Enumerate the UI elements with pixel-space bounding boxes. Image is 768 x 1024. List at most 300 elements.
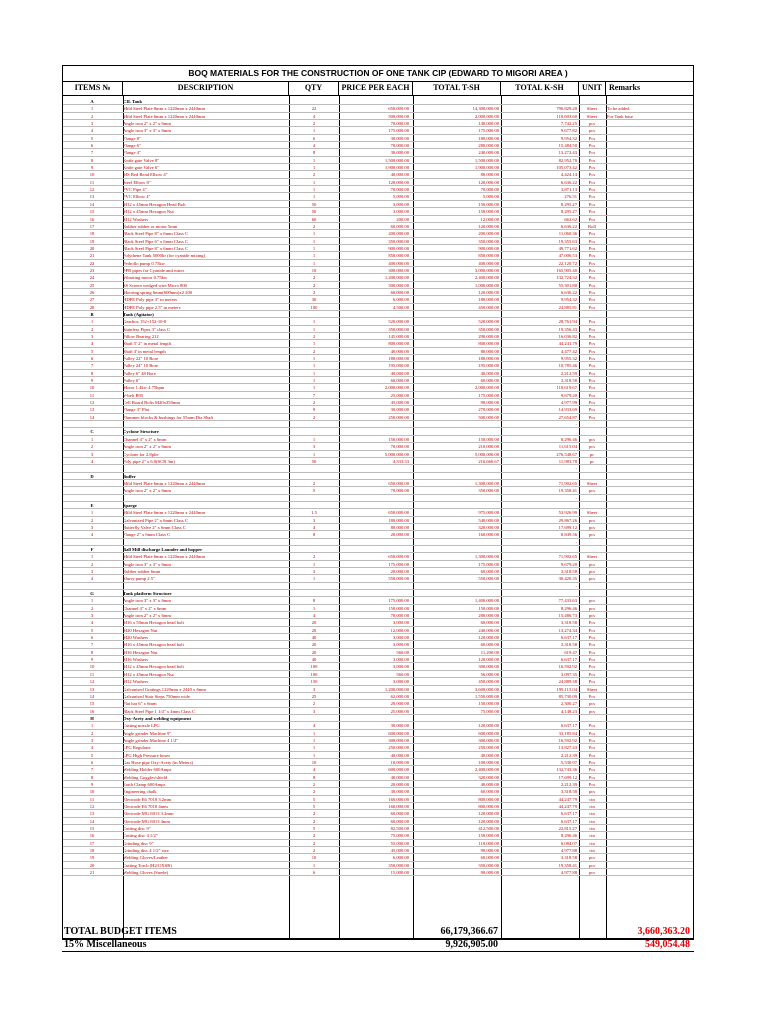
item-total-ksh: 15,484.50 xyxy=(558,143,577,149)
item-price: 5,000,000.00 xyxy=(384,451,409,457)
item-number: 5 xyxy=(90,135,94,141)
item-qty: 8 xyxy=(312,150,316,156)
total-budget-tsh: 66,179,366.67 xyxy=(440,926,498,937)
item-unit: Pcs xyxy=(588,253,596,259)
item-total-ksh: 3,097.35 xyxy=(560,671,577,677)
table-row xyxy=(63,825,693,832)
item-price: 160,000.00 xyxy=(388,796,409,802)
item-unit: pcs xyxy=(588,561,596,567)
table-row xyxy=(63,487,693,494)
item-description: Pillow Bearing 212 xyxy=(123,334,159,339)
item-price: 650,000.00 xyxy=(388,554,409,560)
item-total-tsh: 300,000.00 xyxy=(478,664,499,670)
item-total-ksh: 2,212.59 xyxy=(560,370,577,376)
item-price: 25,000.00 xyxy=(390,708,409,714)
item-description: Electrode E6 7018 4mm xyxy=(123,804,168,809)
item-number: 13 xyxy=(89,811,95,817)
item-total-ksh: 9,679.20 xyxy=(560,561,577,567)
item-price: 300,000.00 xyxy=(388,267,409,273)
item-total-ksh: 4,148.23 xyxy=(560,708,577,714)
item-qty: 4 xyxy=(312,767,316,773)
table-row xyxy=(63,113,693,120)
table-row xyxy=(63,304,693,311)
item-total-tsh: 1,550,000.00 xyxy=(474,693,499,699)
item-number: 22 xyxy=(89,260,95,266)
item-total-ksh: 29,867.26 xyxy=(558,517,577,523)
item-unit: Pcs xyxy=(588,238,596,244)
item-total-tsh: 110,000.00 xyxy=(478,840,499,846)
item-total-tsh: 540,000.00 xyxy=(478,517,499,523)
item-total-ksh: 132,724.32 xyxy=(556,275,577,281)
item-unit: Pcs xyxy=(588,172,596,178)
item-description: LPG Regulator xyxy=(123,745,151,751)
item-price: 4,500.00 xyxy=(392,304,409,310)
item-description: Slurry pump 2.5" xyxy=(123,576,155,582)
item-price: 20,000.00 xyxy=(390,569,409,574)
table-row xyxy=(63,267,693,274)
item-price: 12,000.00 xyxy=(390,627,409,633)
item-qty: 6 xyxy=(312,135,316,141)
item-total-ksh: 7,742.25 xyxy=(560,121,577,127)
item-price: 1,200,000.00 xyxy=(384,686,409,692)
table-row xyxy=(63,164,693,171)
item-description: HDPE Poly pipe 2.5" in meters xyxy=(123,304,181,310)
item-unit: Pcs xyxy=(588,179,596,185)
item-qty: 1.5 xyxy=(311,510,317,516)
item-price: 30,000.00 xyxy=(390,723,409,729)
item-total-ksh: 3,318.58 xyxy=(560,855,577,861)
item-price: 850,000.00 xyxy=(388,253,409,259)
item-unit: pcs xyxy=(588,855,596,861)
table-row xyxy=(63,832,693,839)
item-qty: 3 xyxy=(312,708,316,714)
item-unit: Pcs xyxy=(588,260,596,266)
table-row xyxy=(63,179,693,186)
item-description: Cell Board Bolts M20x350mm xyxy=(123,400,181,406)
item-qty: 100 xyxy=(310,664,318,670)
item-total-ksh: 4,977.99 xyxy=(560,400,577,406)
item-number: 3 xyxy=(90,121,94,127)
item-price: 60,000.00 xyxy=(390,289,409,295)
item-total-ksh: 11,060.36 xyxy=(558,231,577,237)
item-total-tsh: 1,300,000.00 xyxy=(474,480,499,486)
table-row xyxy=(63,362,693,369)
table-row xyxy=(63,216,693,223)
section-header-row xyxy=(63,98,693,105)
item-price: 200.00 xyxy=(396,216,409,222)
item-qty: 7 xyxy=(312,392,316,398)
item-description: Electrode MG 6013 3.2mm xyxy=(123,811,174,817)
item-unit: pcs xyxy=(588,444,596,450)
item-total-ksh: 28,761.94 xyxy=(558,319,577,325)
item-total-tsh: 3,600,000.00 xyxy=(474,686,499,692)
item-qty: 2 xyxy=(312,348,316,354)
miscellaneous-ksh: 549,054.48 xyxy=(645,939,690,950)
item-description: Mild Steel Plate 6mm x 1220mm x 2440mm xyxy=(123,480,206,486)
table-row xyxy=(63,260,693,267)
item-qty: 2 xyxy=(312,701,316,707)
item-total-ksh: 85,730.09 xyxy=(558,693,577,699)
table-row xyxy=(63,737,693,744)
item-qty: 8 xyxy=(312,598,316,604)
item-qty: 40 xyxy=(311,635,317,641)
item-unit: Pcs xyxy=(588,165,596,171)
item-price: 45,000.00 xyxy=(390,400,409,406)
item-total-ksh: 55,301.80 xyxy=(558,282,577,288)
item-qty: 20 xyxy=(311,649,317,655)
item-total-ksh: 8,849.56 xyxy=(560,532,577,538)
item-total-tsh: 350,000.00 xyxy=(478,862,499,868)
item-unit: Pcs xyxy=(588,378,596,384)
item-total-ksh: 30,420.35 xyxy=(558,576,577,582)
item-total-tsh: 240,000.00 xyxy=(478,150,499,156)
table-row xyxy=(63,326,693,333)
item-total-tsh: 120,000.00 xyxy=(478,657,499,663)
header-items: ITEMS № xyxy=(63,81,123,95)
item-total-tsh: 160,000.00 xyxy=(478,532,499,538)
item-description: CIL Tank xyxy=(123,99,143,104)
item-description: V-belt B95 xyxy=(123,392,144,398)
item-price: 175,000.00 xyxy=(388,598,409,604)
item-total-tsh: 150,000.00 xyxy=(478,605,499,611)
item-price: 30,000.00 xyxy=(390,789,409,795)
item-total-tsh: 800,000.00 xyxy=(478,796,499,802)
item-total-tsh: 900,000.00 xyxy=(478,245,499,251)
item-qty: 4 xyxy=(312,723,316,729)
item-total-tsh: 3,000,000.00 xyxy=(474,267,499,273)
item-description: Steel Elbow 8" xyxy=(123,179,151,185)
item-price: 560.00 xyxy=(396,671,409,677)
item-total-ksh: 110,603.60 xyxy=(556,113,577,119)
table-row xyxy=(63,142,693,149)
item-qty: 2 xyxy=(312,334,316,339)
item-unit: Sheet xyxy=(586,554,598,560)
item-qty: 2 xyxy=(312,480,316,486)
header-total-ksh: TOTAL K-SH xyxy=(501,81,579,95)
item-description: Shaft 5' 2" in metal length xyxy=(123,341,171,347)
item-unit: ctn xyxy=(589,833,595,839)
total-budget-ksh: 3,660,363.20 xyxy=(637,926,690,937)
header-description: DESCRIPTION xyxy=(123,81,289,95)
item-description: Angle iron 2" x 2" x 6mm xyxy=(123,444,171,450)
item-price: 600,000.00 xyxy=(388,730,409,736)
item-description: Welding Goggles/shield xyxy=(123,774,168,780)
item-qty: 3 xyxy=(312,444,316,450)
section-header-row xyxy=(63,502,693,509)
item-unit: Pcs xyxy=(588,275,596,281)
item-total-tsh: 1,400,000.00 xyxy=(474,598,499,604)
item-total-ksh: 663.62 xyxy=(564,216,577,222)
item-description: Flat bar 6" x 6mm xyxy=(123,701,157,707)
item-qty: 1 xyxy=(312,165,316,171)
item-total-tsh: 120,000.00 xyxy=(478,289,499,295)
item-description: Buffer xyxy=(123,473,136,479)
item-description: Black Steel Pipe 6" x 6mm Class C xyxy=(123,238,189,244)
table-row xyxy=(63,788,693,795)
item-unit: pcs xyxy=(588,488,596,494)
item-number: 9 xyxy=(90,781,94,787)
table-row xyxy=(63,238,693,245)
item-number: 7 xyxy=(90,642,94,648)
item-description: Gas Hose pipe Oxy-Acety (in Meters) xyxy=(123,759,194,765)
item-price: 120,000.00 xyxy=(388,179,409,185)
item-qty: 150 xyxy=(310,679,318,685)
item-description: M20 Washers xyxy=(123,635,149,641)
item-price: 10,000.00 xyxy=(390,759,409,765)
item-total-ksh: 619.47 xyxy=(564,649,577,655)
table-row xyxy=(63,810,693,817)
item-total-ksh: 16,036.82 xyxy=(558,334,577,339)
item-description: M16 Hexagon Nut xyxy=(123,649,158,655)
item-description: Cutting disc 4 1/2" xyxy=(123,833,158,839)
section-header-row xyxy=(63,546,693,553)
item-qty: 2 xyxy=(312,282,316,288)
item-qty: 1 xyxy=(312,187,316,193)
item-qty: 4 xyxy=(312,613,316,619)
item-qty: 1 xyxy=(312,730,316,736)
item-total-ksh: 276.51 xyxy=(564,194,577,200)
item-number: 18 xyxy=(89,231,95,237)
item-description: LPG High Pressure hoses xyxy=(123,752,171,758)
item-unit: ctn xyxy=(589,811,595,817)
table-row xyxy=(63,443,693,450)
item-price: 1,900,000.00 xyxy=(384,165,409,171)
item-total-ksh: - xyxy=(575,422,577,428)
item-qty: 2 xyxy=(312,400,316,406)
boq-sheet xyxy=(62,65,694,940)
item-number: A xyxy=(90,99,94,104)
item-number: 6 xyxy=(90,759,94,765)
item-description: Oxy-Acety and welding equipment xyxy=(123,715,192,721)
item-total-ksh: 44,247.79 xyxy=(558,796,577,802)
item-unit: Pcs xyxy=(588,187,596,193)
table-row xyxy=(63,619,693,626)
item-description: Engineering chalk xyxy=(123,789,157,795)
item-total-tsh: 1,300,000.00 xyxy=(474,554,499,560)
table-row xyxy=(63,539,693,546)
item-description: Grinding disc 9" xyxy=(123,840,154,846)
item-total-ksh: - xyxy=(575,583,577,589)
item-description: Cyclone for 2.8plie xyxy=(123,451,159,457)
item-unit: Pcs xyxy=(588,341,596,347)
item-total-ksh: 19,356.43 xyxy=(558,326,577,332)
item-number: 12 xyxy=(89,400,95,406)
item-total-ksh: 9,954.32 xyxy=(560,135,577,141)
item-total-ksh: 11,615.04 xyxy=(558,444,577,450)
item-total-tsh: 350,000.00 xyxy=(478,238,499,244)
item-qty: 10 xyxy=(311,267,317,273)
item-unit: Sheet xyxy=(586,106,598,112)
table-row xyxy=(63,340,693,347)
item-description: Electrode E6 7018 3.2mm xyxy=(123,796,172,802)
item-description: Galvanised Gratings 1220mm x 2440 x 6mm xyxy=(123,686,206,692)
item-qty: 1 xyxy=(312,157,316,163)
item-qty: 5 xyxy=(312,804,316,809)
item-total-ksh: 77,433.63 xyxy=(558,598,577,604)
item-price: 2,000,000.00 xyxy=(384,385,409,391)
item-qty: 1 xyxy=(312,385,316,391)
item-description: M12 x 45mm Hexagon Head Bolt xyxy=(123,201,186,207)
header-total-tsh: TOTAL T-SH xyxy=(413,81,501,95)
table-row xyxy=(63,135,693,142)
table-row xyxy=(63,869,693,876)
table-row xyxy=(63,230,693,237)
item-number: 2 xyxy=(90,561,94,567)
item-total-ksh: 8,296.46 xyxy=(560,436,577,442)
item-price: 70,000.00 xyxy=(390,488,409,494)
item-total-tsh: 150,000.00 xyxy=(478,201,499,207)
item-number: 5 xyxy=(90,752,94,758)
table-row xyxy=(63,693,693,700)
item-number: 10 xyxy=(89,789,95,795)
item-price: 25,000.00 xyxy=(390,392,409,398)
item-description: M12 x 45mm Hexagon head bolt xyxy=(123,664,184,670)
item-total-ksh: 6,637.17 xyxy=(560,818,577,824)
item-number: 15 xyxy=(89,826,95,832)
table-row xyxy=(63,678,693,685)
table-row xyxy=(63,436,693,443)
item-price: 60,000.00 xyxy=(390,811,409,817)
table-row xyxy=(63,451,693,458)
table-row xyxy=(63,406,693,413)
item-description: Sparge xyxy=(123,502,137,508)
item-total-ksh: 9,679.20 xyxy=(560,392,577,398)
item-number: C xyxy=(90,429,94,435)
item-number: 3 xyxy=(90,524,94,530)
table-row xyxy=(63,171,693,178)
item-number: 4 xyxy=(90,532,94,538)
item-description: Black Steel Pipe 8" x 6mm Class C xyxy=(123,245,189,251)
item-description: Welding Gloves/Leather xyxy=(123,855,168,861)
item-total-tsh: 175,000.00 xyxy=(478,561,499,567)
table-row xyxy=(63,803,693,810)
item-unit: Pcs xyxy=(588,657,596,663)
item-total-tsh: 175,000.00 xyxy=(478,392,499,398)
item-price: 180,000.00 xyxy=(388,356,409,362)
item-qty: 100 xyxy=(310,671,318,677)
item-unit: pcs xyxy=(588,121,596,127)
item-unit: ctn xyxy=(589,804,595,809)
item-total-ksh: 24,889.38 xyxy=(558,679,577,685)
item-qty: 10 xyxy=(311,855,317,861)
item-number: 4 xyxy=(90,458,94,464)
item-number: 13 xyxy=(89,686,95,692)
item-number: 2 xyxy=(90,730,94,736)
item-total-ksh: 8,295.27 xyxy=(560,201,577,207)
item-total-ksh: 27,654.87 xyxy=(558,414,577,420)
item-unit: Pcs xyxy=(588,414,596,420)
item-price: 3,000.00 xyxy=(392,635,409,641)
table-row xyxy=(63,458,693,465)
item-unit: pcs xyxy=(588,862,596,868)
item-description: Tank (Agitator) xyxy=(123,311,154,317)
item-unit: pcs xyxy=(588,569,596,574)
section-header-row xyxy=(63,590,693,597)
item-unit: Pcs xyxy=(588,150,596,156)
item-qty: 1 xyxy=(312,737,316,743)
item-number: 10 xyxy=(89,172,95,178)
table-row xyxy=(63,333,693,340)
item-qty: 1 xyxy=(312,260,316,266)
item-total-tsh: 40,000.00 xyxy=(480,370,499,376)
item-description: Electrode MG 6013 4mm xyxy=(123,818,171,824)
table-row xyxy=(63,495,693,502)
table-row xyxy=(63,671,693,678)
item-remarks: To be added xyxy=(607,106,630,112)
item-unit: Pcs xyxy=(588,400,596,406)
item-total-ksh: 8,296.46 xyxy=(560,605,577,611)
table-row xyxy=(63,627,693,634)
item-total-ksh: 3,318.58 xyxy=(560,620,577,626)
item-price: 400,000.00 xyxy=(388,260,409,266)
item-description: Welding Gloves (Suede) xyxy=(123,870,169,876)
item-unit: Pcs xyxy=(588,745,596,751)
item-number: 5 xyxy=(90,348,94,354)
item-total-ksh: 17,699.12 xyxy=(558,524,577,530)
item-number: 20 xyxy=(89,245,95,251)
item-number: 7 xyxy=(90,150,94,156)
item-description: M12 Washers xyxy=(123,679,149,685)
table-row xyxy=(63,796,693,803)
item-price: 350,000.00 xyxy=(388,238,409,244)
table-row xyxy=(63,531,693,538)
item-description: Angle iron 2" x 2" x 6mm xyxy=(123,121,171,127)
item-description: Poly pipe 2" x 6.0(SCR 3m) xyxy=(123,458,175,464)
item-description: Mild Steel Plate 6mm x 1220mm x 2440mm xyxy=(123,554,206,560)
item-total-tsh: 350,000.00 xyxy=(478,488,499,494)
item-price: 650,000.00 xyxy=(388,510,409,516)
item-unit: pcs xyxy=(588,128,596,134)
item-total-tsh: 120,000.00 xyxy=(478,635,499,641)
item-number: 9 xyxy=(90,378,94,384)
item-unit: Pcs xyxy=(588,209,596,215)
item-price: 300,000.00 xyxy=(388,737,409,743)
item-total-ksh: 6,636.22 xyxy=(560,223,577,229)
section-header-row xyxy=(63,428,693,435)
item-price: 30,000.00 xyxy=(390,150,409,156)
table-header xyxy=(63,81,693,96)
item-price: 650,000.00 xyxy=(388,106,409,112)
item-total-tsh: 350,000.00 xyxy=(478,326,499,332)
table-row xyxy=(63,318,693,325)
item-unit: Pcs xyxy=(588,334,596,339)
table-row xyxy=(63,649,693,656)
table-row xyxy=(63,722,693,729)
item-number: 26 xyxy=(89,289,95,295)
item-number: 23 xyxy=(89,267,95,273)
item-qty: 1 xyxy=(312,253,316,259)
item-unit: Pcs xyxy=(588,231,596,237)
section-header-row xyxy=(63,715,693,722)
item-unit: pcs xyxy=(588,613,596,619)
item-number: 3 xyxy=(90,569,94,574)
item-price: 15,000.00 xyxy=(390,870,409,876)
item-number: 2 xyxy=(90,605,94,611)
table-row xyxy=(63,524,693,531)
totals-block xyxy=(62,926,694,952)
item-qty: 1 xyxy=(312,238,316,244)
item-unit: pc xyxy=(589,458,595,464)
item-price: 3,000.00 xyxy=(392,209,409,215)
item-total-tsh: 250,000.00 xyxy=(478,745,499,751)
item-total-ksh: - xyxy=(575,495,577,501)
item-total-ksh: 6,637.17 xyxy=(560,723,577,729)
table-row xyxy=(63,392,693,399)
item-unit: Pcs xyxy=(588,245,596,251)
item-price: 560.00 xyxy=(396,649,409,655)
item-price: 60,000.00 xyxy=(390,378,409,384)
table-row xyxy=(63,553,693,560)
